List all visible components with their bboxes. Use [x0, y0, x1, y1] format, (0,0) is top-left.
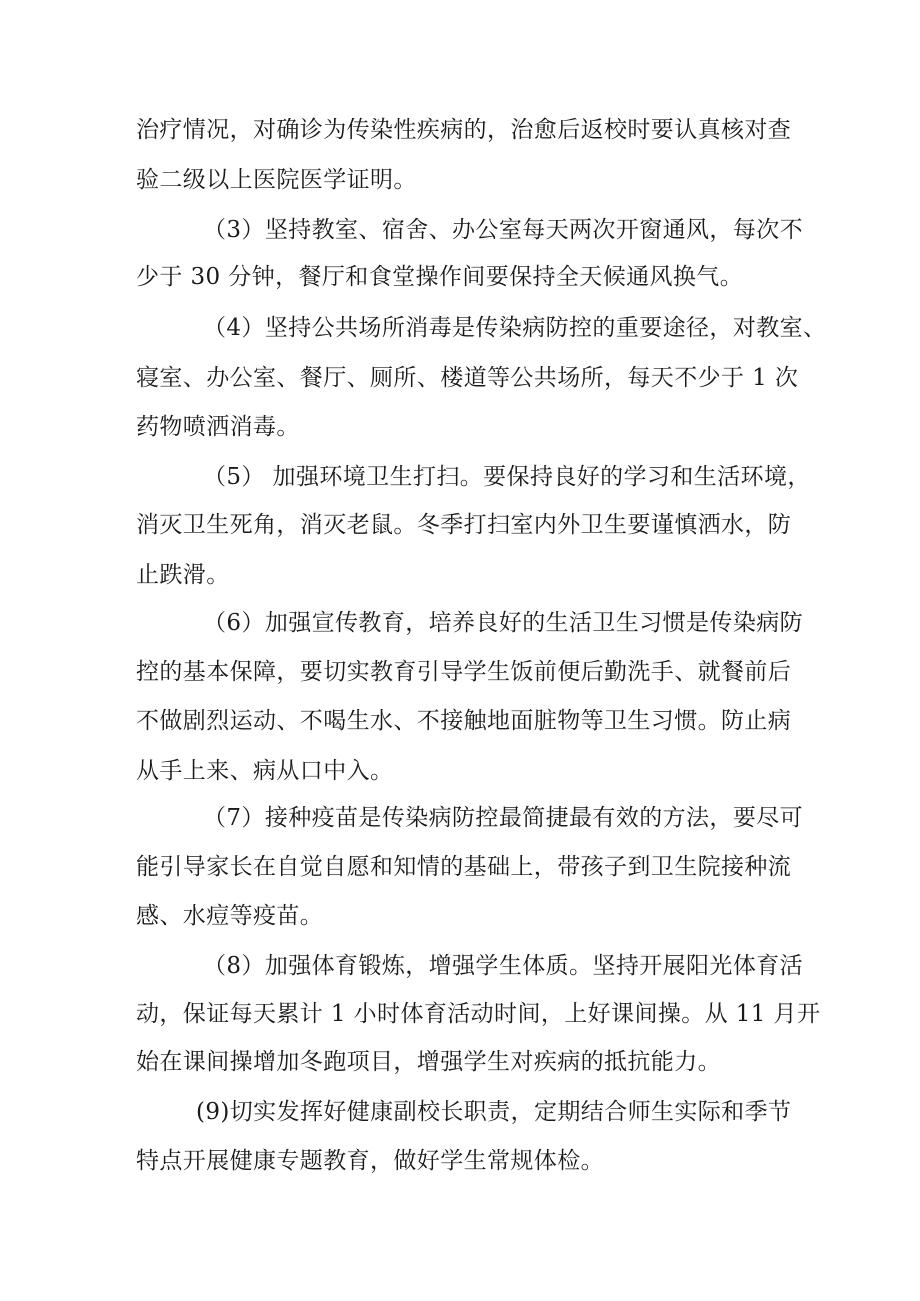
text-line: 验二级以上医院医学证明。	[136, 167, 417, 193]
text-line: 能引导家长在自觉自愿和知情的基础上，带孩子到卫生院接种流	[136, 854, 792, 880]
text-line: 治疗情况，对确诊为传染性疾病的，治愈后返校时要认真核对查	[136, 117, 792, 143]
text-line: 从手上来、病从口中入。	[136, 758, 394, 784]
text-line: 特点开展健康专题教育，做好学生常规体检。	[136, 1148, 604, 1174]
text-line: 始在课间操增加冬跑项目，增强学生对疾病的抵抗能力。	[136, 1049, 721, 1075]
paragraph-5-line: （5） 加强环境卫生打扫。要保持良好的学习和生活环境，	[203, 464, 811, 490]
text-line: 动，保证每天累计 1 小时体育活动时间，上好课间操。从 11 月开	[136, 1001, 821, 1027]
paragraph-7-line: （7）接种疫苗是传染病防控最简捷最有效的方法，要尽可	[203, 805, 804, 831]
paragraph-9-line: (9)切实发挥好健康副校长职责，定期结合师生实际和季节	[196, 1099, 792, 1125]
text-line: 少于 30 分钟，餐厅和食堂操作间要保持全天候通风换气。	[136, 264, 744, 290]
text-line: 止跌滑。	[136, 562, 230, 588]
text-line: 寝室、办公室、餐厅、厕所、楼道等公共场所，每天不少于 1 次	[136, 365, 799, 391]
text-line: 感、水痘等疫苗。	[136, 903, 324, 929]
paragraph-4-line: （4）坚持公共场所消毒是传染病防控的重要途径，对教室、	[203, 315, 827, 341]
text-line: 不做剧烈运动、不喝生水、不接触地面脏物等卫生习惯。防止病	[136, 708, 792, 734]
text-line: 控的基本保障，要切实教育引导学生饭前便后勤洗手、就餐前后	[136, 659, 792, 685]
paragraph-6-line: （6）加强宣传教育，培养良好的生活卫生习惯是传染病防	[203, 610, 804, 636]
text-line: 药物喷洒消毒。	[136, 414, 300, 440]
text-line: 消灭卫生死角，消灭老鼠。冬季打扫室内外卫生要谨慎洒水，防	[136, 512, 792, 538]
paragraph-3-line: （3）坚持教室、宿舍、办公室每天两次开窗通风，每次不	[203, 217, 804, 243]
paragraph-8-line: （8）加强体育锻炼，增强学生体质。坚持开展阳光体育活	[203, 953, 804, 979]
